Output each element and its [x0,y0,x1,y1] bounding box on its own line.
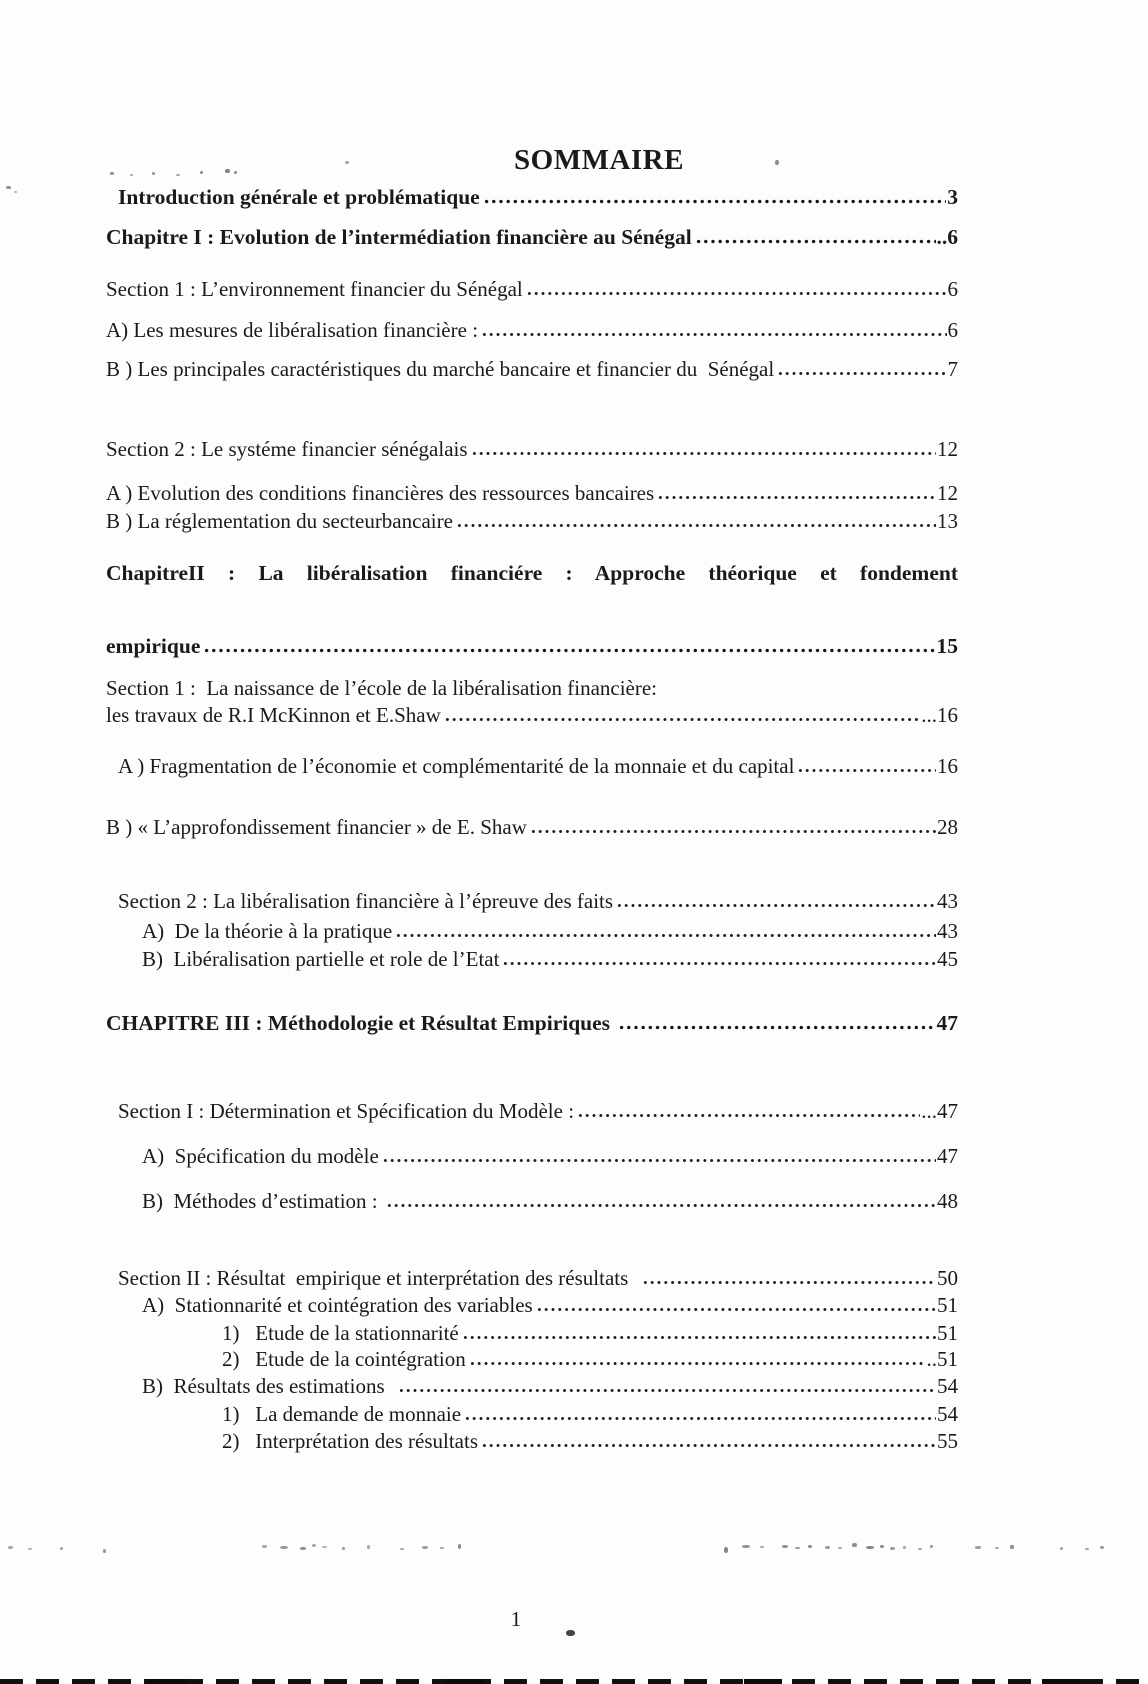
scan-speck [1100,1546,1104,1549]
scan-speck [880,1545,884,1548]
toc-entry-page: ...16 [921,703,958,727]
toc-entry [222,1321,958,1345]
toc-entry [222,1347,958,1371]
toc-entry-label: B ) « L’approfondissement financier » de E. Shaw [106,815,527,839]
scan-speck [262,1545,267,1548]
dot-leader [797,768,936,773]
toc-entry-page: 28 [937,815,958,839]
scan-speck [342,1547,345,1550]
toc-entry [142,919,958,943]
toc-entry-label: Section 2 : La libéralisation financière à l’épreuve des faits [118,889,614,913]
scan-speck [14,191,17,193]
scan-speck [742,1545,750,1548]
toc-entry-page: 54 [937,1402,958,1426]
scan-speck [724,1547,728,1553]
toc-entry [106,815,958,839]
toc-entry-label: 1) La demande de monnaie [222,1402,462,1426]
dot-leader [618,1025,935,1030]
scan-speck [200,171,203,174]
toc-entry-page: 50 [937,1266,958,1290]
toc-entry-label: 2) Interprétation des résultats [222,1429,478,1453]
toc-entry [222,1402,958,1426]
scan-speck [234,171,237,174]
dot-leader [657,495,936,500]
dot-leader [616,903,936,908]
scan-speck [1060,1547,1063,1550]
toc-content [0,142,1148,1453]
toc-entry-page: 51 [937,1293,958,1317]
toc-entry-page: 54 [937,1374,958,1398]
scan-speck [930,1545,933,1548]
dot-leader [398,1388,936,1393]
toc-entry-page: 43 [937,889,958,913]
toc-entry-page: 13 [937,509,958,533]
toc-entry [106,277,958,301]
dot-leader [483,199,947,204]
scan-speck [760,1546,764,1548]
toc-entry [118,754,958,778]
dot-leader [502,961,936,966]
dot-leader [481,332,946,337]
toc-entry-page: 47 [937,1144,958,1168]
dot-leader [456,523,936,528]
toc-entry-label: Section 2 : Le systéme financier sénégalais [106,437,468,461]
scan-speck [130,174,133,176]
toc-entry [106,560,958,612]
scan-speck [890,1547,895,1550]
toc-entry-label: Section 1 : La naissance de l’école de la libéralisation financière: [106,676,658,700]
toc-entry-page: ..6 [936,225,958,249]
scan-speck [866,1546,874,1549]
scan-speck [345,161,349,164]
scan-speck [975,1546,981,1549]
scan-speck [1010,1545,1014,1549]
toc-entry-page: ..51 [926,1347,958,1371]
dot-leader [471,451,936,456]
scan-speck [422,1546,428,1549]
scan-speck [995,1547,999,1549]
toc-entry-label: A ) Fragmentation de l’économie et complémentarité de la monnaie et du capital [118,754,795,778]
toc-entry-label: les travaux de R.I McKinnon et E.Shaw [106,703,441,727]
scan-speck [225,169,230,173]
scan-speck [1085,1548,1089,1550]
dot-leader [526,291,947,296]
scan-speck [852,1543,857,1547]
toc-entry [106,703,958,727]
toc-entry-page: ...47 [921,1099,958,1123]
toc-entry-label: Introduction générale et problématique [118,185,480,209]
toc-entry-page: 12 [937,481,958,505]
scan-speck [300,1547,306,1550]
scan-speck [795,1547,800,1549]
dot-leader [386,1203,936,1208]
toc-entry [142,1374,958,1398]
toc-entry-label: B ) Les principales caractéristiques du marché bancaire et financier du Sénégal [106,357,775,381]
dot-leader [577,1113,920,1118]
dot-leader [469,1361,926,1366]
scan-speck [176,174,180,176]
toc-entry-label: A) Stationnarité et cointégration des variables [142,1293,533,1317]
scan-speck [6,186,11,189]
toc-entry-page: 16 [937,754,958,778]
toc-entry-page: 7 [947,357,958,381]
toc-entry [118,1099,958,1123]
toc-entry [142,1293,958,1317]
scan-speck [110,172,114,175]
scan-speck [60,1547,63,1550]
toc-entry-page: 45 [937,947,958,971]
toc-entry-page: 12 [937,437,958,461]
toc-entry-page: 3 [947,185,958,209]
toc-entry [106,509,958,533]
dot-leader [536,1307,936,1312]
toc-entry-label: Section I : Détermination et Spécification du Modèle : [118,1099,575,1123]
toc-entry-page: 48 [937,1189,958,1213]
toc-entry [118,889,958,913]
toc-entry-label: A) De la théorie à la pratique [142,919,393,943]
toc-entry-page: 47 [936,1011,958,1035]
toc-entry [106,633,958,659]
toc-entry-label: A ) Evolution des conditions financières des ressources bancaires [106,481,655,505]
toc-entry-page: 51 [937,1321,958,1345]
scan-speck [152,172,155,175]
toc-entry-label: A) Les mesures de libéralisation financière : [106,318,479,342]
toc-entry [106,481,958,505]
toc-entry [106,437,958,461]
toc-entry [118,1266,958,1290]
toc-entry-page: 6 [947,318,958,342]
toc-entry [222,1429,958,1453]
table-of-contents [106,184,958,1453]
scan-speck [458,1544,461,1549]
toc-entry [142,947,958,971]
scan-speck [782,1545,788,1548]
dot-leader [777,371,946,376]
scan-speck [103,1549,106,1553]
dot-leader [481,1443,936,1448]
page-title: SOMMAIRE [514,144,684,176]
scan-speck [322,1546,327,1548]
scan-speck [825,1546,830,1549]
toc-entry-page: 43 [937,919,958,943]
dot-leader [382,1158,936,1163]
toc-entry [106,676,958,700]
toc-entry-label: Chapitre I : Evolution de l’intermédiation financière au Sénégal [106,225,692,249]
toc-entry [106,224,958,250]
toc-entry-label: 1) Etude de la stationnarité [222,1321,459,1345]
toc-entry-label: B) Résultats des estimations [142,1374,396,1398]
scan-speck [28,1548,32,1550]
toc-entry-label: 2) Etude de la cointégration [222,1347,466,1371]
scan-speck [312,1544,316,1547]
scan-speck [918,1548,922,1550]
scan-speck [903,1546,906,1549]
toc-entry-label: Section 1 : L’environnement financier du Sénégal [106,277,523,301]
dot-leader [444,717,920,722]
dot-leader [530,829,936,834]
dot-leader [395,933,936,938]
dot-leader [464,1416,936,1421]
toc-entry [142,1189,958,1213]
scan-speck [8,1546,13,1549]
toc-entry-label: empirique [106,634,201,658]
scan-edge-artifact [0,1679,1148,1684]
toc-entry-label: CHAPITRE III : Méthodologie et Résultat Empiriques [106,1011,616,1035]
toc-entry-label: Section II : Résultat empirique et interprétation des résultats [118,1266,639,1290]
toc-entry [106,318,958,342]
toc-entry-label: B ) La réglementation du secteurbancaire [106,509,453,533]
toc-entry [106,1010,958,1036]
toc-entry-label: A) Spécification du modèle [142,1144,379,1168]
dot-leader [462,1335,936,1340]
scan-speck [808,1545,812,1548]
dot-leader [642,1280,936,1285]
toc-entry-label: B) Libéralisation partielle et role de l’Etat [142,947,500,971]
dot-leader [695,239,936,244]
scan-speck [440,1547,444,1549]
toc-entry-page: 55 [937,1429,958,1453]
scan-speck [775,160,779,165]
toc-entry-label: ChapitreII : La libéralisation financiére : Approche théorique et fondement [106,561,958,585]
scan-speck [838,1547,842,1549]
toc-entry [106,357,958,381]
dot-leader [203,648,935,653]
toc-entry [118,184,958,210]
scan-speck [367,1545,370,1549]
scan-speck [280,1546,288,1549]
toc-entry [142,1144,958,1168]
toc-entry-page: 15 [936,634,958,658]
toc-entry-page: 6 [947,277,958,301]
scan-speck [400,1548,404,1550]
toc-entry-label: B) Méthodes d’estimation : [142,1189,383,1213]
page-number: 1 [510,1607,522,1631]
